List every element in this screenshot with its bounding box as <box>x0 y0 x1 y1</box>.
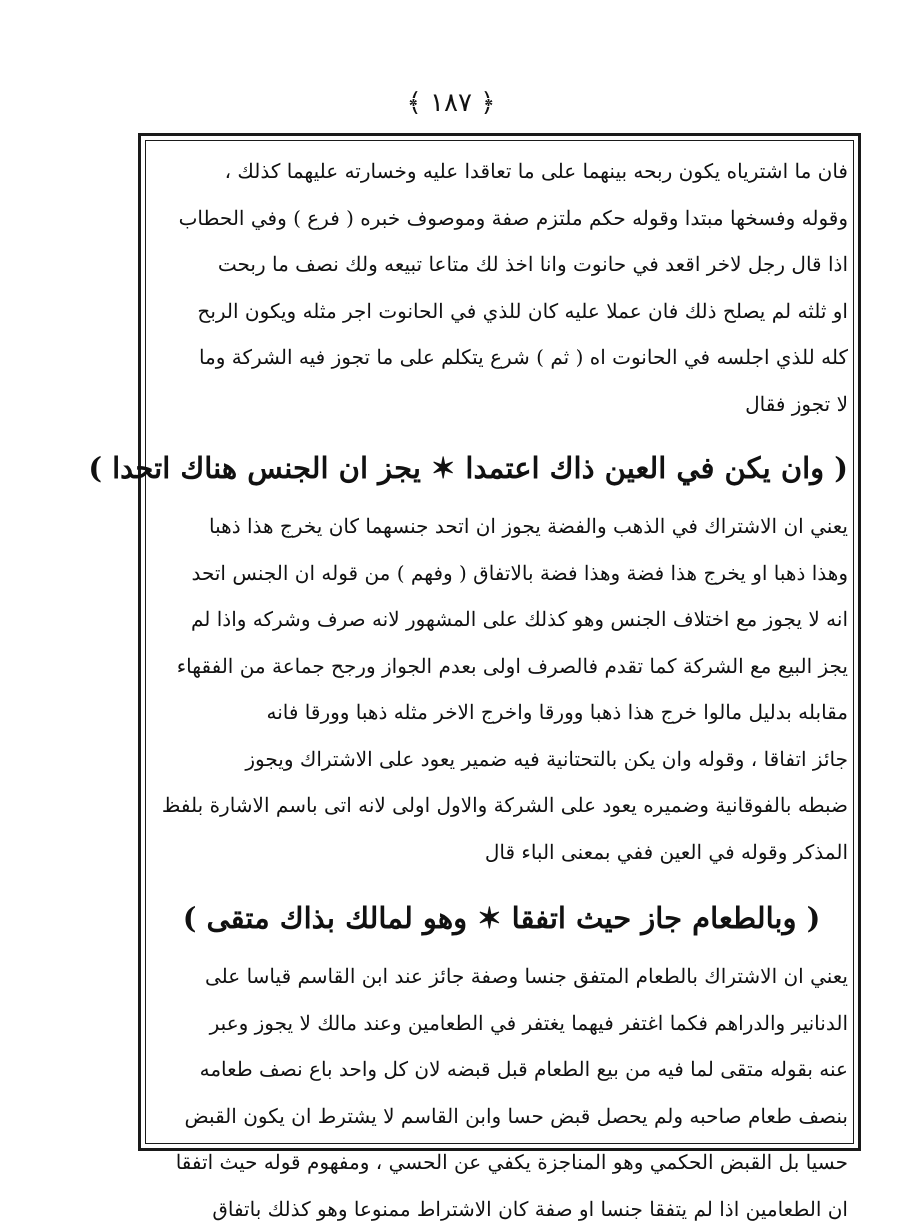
text-line: وهذا ذهبا او يخرج هذا فضة وهذا فضة بالاتفاق ( وفهم ) من قوله ان الجنس اتحد <box>155 550 848 597</box>
text-line: المذكر وقوله في العين ففي بمعنى الباء قال <box>155 829 848 876</box>
text-line: يجز البيع مع الشركة كما تقدم فالصرف اولى بعدم الجواز ورجح جماعة من الفقهاء <box>155 643 848 690</box>
verse-2: ( وبالطعام جاز حيث اتفقا ✶ وهو لمالك بذاك متقى ) <box>155 883 848 953</box>
paragraph-1 <box>155 148 848 427</box>
text-line: وقوله وفسخها مبتدا وقوله حكم ملتزم صفة وموصوف خبره ( فرع ) وفي الحطاب <box>155 195 848 242</box>
text-line: ضبطه بالفوقانية وضميره يعود على الشركة والاول اولى لانه اتى باسم الاشارة بلفظ <box>155 782 848 829</box>
text-line: اذا قال رجل لاخر اقعد في حانوت وانا اخذ لك متاعا تبيعه ولك نصف ما ربحت <box>155 241 848 288</box>
text-line: الدنانير والدراهم فكما اغتفر فيهما يغتفر في الطعامين وعند مالك لا يجوز وعبر <box>155 1000 848 1047</box>
text-line: لا تجوز فقال <box>155 381 848 428</box>
verse-1: ( وان يكن في العين ذاك اعتمدا ✶ يجز ان الجنس هناك اتحدا ) <box>155 433 848 503</box>
text-line: يعني ان الاشتراك بالطعام المتفق جنسا وصفة جائز عند ابن القاسم قياسا على <box>155 953 848 1000</box>
text-line: عنه بقوله متقى لما فيه من بيع الطعام قبل قبضه لان كل واحد باع نصف طعامه <box>155 1046 848 1093</box>
text-line: حسيا بل القبض الحكمي وهو المناجزة يكفي عن الحسي ، ومفهوم قوله حيث اتفقا <box>155 1139 848 1186</box>
text-line: جائز اتفاقا ، وقوله وان يكن بالتحتانية فيه ضمير يعود على الاشتراك ويجوز <box>155 736 848 783</box>
text-line: بنصف طعام صاحبه ولم يحصل قبض حسا وابن القاسم لا يشترط ان يكون القبض <box>155 1093 848 1140</box>
text-line: كله للذي اجلسه في الحانوت اه ( ثم ) شرع يتكلم على ما تجوز فيه الشركة وما <box>155 334 848 381</box>
page-content <box>155 148 848 1232</box>
text-line: ان الطعامين اذا لم يتفقا جنسا او صفة كان الاشتراط ممنوعا وهو كذلك باتفاق <box>155 1186 848 1232</box>
text-line: او ثلثه لم يصلح ذلك فان عملا عليه كان للذي في الحانوت اجر مثله ويكون الربح <box>155 288 848 335</box>
text-line: فان ما اشترياه يكون ربحه بينهما على ما تعاقدا عليه وخسارته عليهما كذلك ، <box>155 148 848 195</box>
page-number: ﴿ ١٨٧ ﴾ <box>0 88 902 118</box>
text-line: انه لا يجوز مع اختلاف الجنس وهو كذلك على المشهور لانه صرف وشركه واذا لم <box>155 596 848 643</box>
paragraph-3 <box>155 953 848 1232</box>
text-line: يعني ان الاشتراك في الذهب والفضة يجوز ان اتحد جنسهما كان يخرج هذا ذهبا <box>155 503 848 550</box>
text-line: مقابله بدليل مالوا خرج هذا ذهبا وورقا واخرج الاخر مثله ذهبا وورقا فانه <box>155 689 848 736</box>
paragraph-2 <box>155 503 848 875</box>
